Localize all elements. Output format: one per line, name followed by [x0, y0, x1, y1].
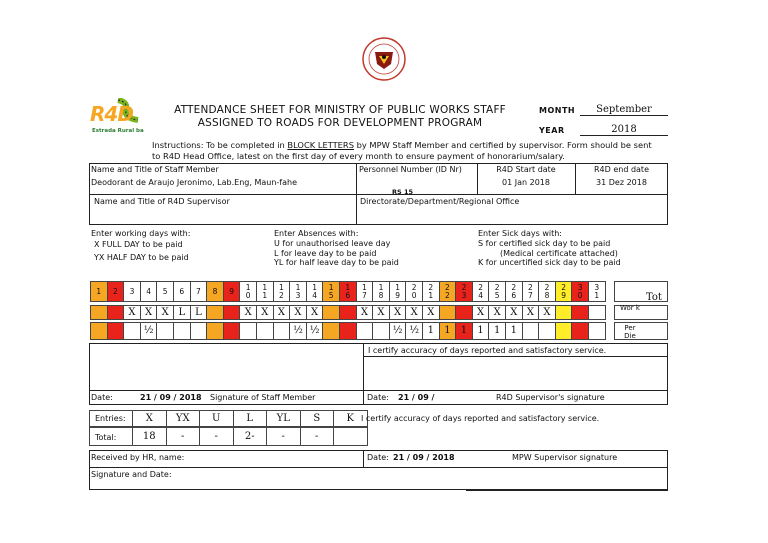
month-label: MONTH — [539, 106, 576, 115]
day-number-cell: 2 4 — [472, 281, 490, 302]
end-date-label: R4D end date — [593, 165, 649, 174]
attendance-perdiem-cell — [190, 322, 208, 340]
attendance-work-cell: X — [289, 305, 307, 320]
supervisor-label: Name and Title of R4D Supervisor — [94, 197, 230, 206]
attendance-perdiem-cell — [372, 322, 390, 340]
attendance-perdiem-cell: 1 — [455, 322, 473, 340]
staff-date-label: Date: — [91, 393, 113, 402]
attendance-perdiem-cell: ½ — [389, 322, 407, 340]
attendance-perdiem-cell: 1 — [439, 322, 457, 340]
start-date-label: R4D Start date — [496, 165, 556, 174]
supervisor-date-label: Date: — [367, 393, 389, 402]
government-seal-icon — [355, 36, 413, 82]
received-by-hr-label: Received by HR, name: — [91, 453, 185, 462]
attendance-perdiem-cell — [555, 322, 573, 340]
day-number-cell: 2 6 — [505, 281, 523, 302]
entry-total-cell: - — [300, 427, 335, 446]
entry-code-cell: U — [199, 410, 234, 427]
attendance-work-cell — [322, 305, 340, 320]
attendance-work-cell: X — [140, 305, 158, 320]
sick-title: Enter Sick days with: — [478, 229, 562, 238]
entry-code-cell: K — [333, 410, 368, 427]
totals-label: Total: — [95, 433, 117, 442]
day-number-cell: 2 2 — [439, 281, 457, 302]
day-number-cell: 1 7 — [356, 281, 374, 302]
month-value: September — [580, 104, 668, 116]
day-number-cell: 8 — [206, 281, 224, 302]
attendance-work-cell: X — [239, 305, 257, 320]
attendance-perdiem-cell — [90, 322, 108, 340]
hr-date-value: 21 / 09 / 2018 — [393, 453, 455, 462]
entry-total-cell: - — [266, 427, 301, 446]
working-yx: YX HALF DAY to be paid — [94, 253, 189, 262]
day-number-cell: 1 4 — [306, 281, 324, 302]
signature-and-date-label: Signature and Date: — [91, 470, 172, 479]
entry-code-cell: X — [132, 410, 167, 427]
absence-l: L for leave day to be paid — [274, 249, 377, 258]
absence-title: Enter Absences with: — [274, 229, 359, 238]
attendance-perdiem-cell: 1 — [472, 322, 490, 340]
attendance-perdiem-cell — [107, 322, 125, 340]
attendance-work-cell — [439, 305, 457, 320]
attendance-work-cell: X — [538, 305, 556, 320]
day-number-cell: 1 1 — [256, 281, 274, 302]
end-date-value: 31 Dez 2018 — [596, 178, 647, 187]
day-number-cell: 1 8 — [372, 281, 390, 302]
day-number-cell: 3 — [123, 281, 141, 302]
entry-total-cell: 18 — [132, 427, 167, 446]
day-number-cell: 4 — [140, 281, 158, 302]
attendance-perdiem-cell — [522, 322, 540, 340]
entry-total-cell — [333, 427, 368, 446]
attendance-perdiem-cell: ½ — [306, 322, 324, 340]
day-number-cell: 1 3 — [289, 281, 307, 302]
instructions-line-2: to R4D Head Office, latest on the first day of every month to ensure payment of honorarium/salary. — [152, 151, 565, 161]
staff-date-value: 21 / 09 / 2018 — [140, 393, 202, 402]
attendance-work-cell: X — [389, 305, 407, 320]
day-number-cell: 5 — [156, 281, 174, 302]
day-number-cell: 1 0 — [239, 281, 257, 302]
logo-subtext: Estrada Rural ba — [92, 128, 144, 134]
attendance-perdiem-cell — [206, 322, 224, 340]
title-line-2: ASSIGNED TO ROADS FOR DEVELOPMENT PROGRAM — [197, 117, 483, 129]
supervisor-date-value: 21 / 09 / — [398, 393, 435, 402]
mpw-supervisor-signature-label: MPW Supervisor signature — [512, 453, 618, 462]
instructions-pre: Instructions: To be completed in — [152, 140, 288, 150]
year-label: YEAR — [539, 126, 565, 135]
day-number-cell: 2 9 — [555, 281, 573, 302]
attendance-perdiem-cell: 1 — [422, 322, 440, 340]
day-number-cell: 2 3 — [455, 281, 473, 302]
attendance-work-cell — [555, 305, 573, 320]
r4d-supervisor-signature-label: R4D Supervisor's signature — [496, 393, 605, 402]
attendance-work-cell: X — [522, 305, 540, 320]
start-date-value: 01 Jan 2018 — [502, 178, 550, 187]
day-number-cell: 2 8 — [538, 281, 556, 302]
attendance-work-cell: X — [405, 305, 423, 320]
attendance-perdiem-cell — [538, 322, 556, 340]
day-number-cell: 2 0 — [405, 281, 423, 302]
entry-total-cell: - — [166, 427, 201, 446]
day-number-cell: 3 0 — [571, 281, 589, 302]
work-label: Wor k — [620, 304, 640, 312]
attendance-perdiem-cell — [273, 322, 291, 340]
attendance-work-cell: X — [306, 305, 324, 320]
attendance-perdiem-cell — [256, 322, 274, 340]
attendance-work-cell: X — [123, 305, 141, 320]
day-number-cell: 1 5 — [322, 281, 340, 302]
attendance-work-cell — [90, 305, 108, 320]
r4d-logo — [88, 98, 150, 140]
attendance-work-cell — [339, 305, 357, 320]
entry-code-cell: YL — [266, 410, 301, 427]
instructions-post: by MPW Staff Member and certified by supervisor. Form should be sent — [353, 140, 652, 150]
attendance-perdiem-cell — [123, 322, 141, 340]
instructions-block-letters: BLOCK LETTERS — [287, 140, 354, 150]
attendance-perdiem-cell — [588, 322, 606, 340]
day-number-cell: 6 — [173, 281, 191, 302]
attendance-perdiem-cell — [356, 322, 374, 340]
attendance-perdiem-cell — [223, 322, 241, 340]
attendance-perdiem-cell — [322, 322, 340, 340]
entries-label: Entries: — [95, 414, 126, 423]
title-line-1: ATTENDANCE SHEET FOR MINISTRY OF PUBLIC WORKS STAFF — [174, 104, 506, 116]
staff-name-label: Name and Title of Staff Member — [91, 165, 219, 174]
attendance-work-cell: X — [505, 305, 523, 320]
attendance-work-cell: X — [156, 305, 174, 320]
day-number-cell: 2 7 — [522, 281, 540, 302]
attendance-perdiem-cell — [173, 322, 191, 340]
attendance-work-cell: X — [422, 305, 440, 320]
working-x: X FULL DAY to be paid — [94, 240, 183, 249]
sick-s: S for certified sick day to be paid — [478, 239, 611, 248]
attendance-perdiem-cell: 1 — [505, 322, 523, 340]
absence-u: U for unauthorised leave day — [274, 239, 391, 248]
sick-k: K for uncertified sick day to be paid — [478, 258, 621, 267]
hr-date-label: Date: — [367, 453, 389, 462]
day-number-cell: 1 2 — [273, 281, 291, 302]
attendance-perdiem-cell — [156, 322, 174, 340]
attendance-work-cell — [206, 305, 224, 320]
staff-signature-label: Signature of Staff Member — [210, 393, 316, 402]
perdiem-label: Per Die — [624, 324, 636, 340]
certify-text-1: I certify accuracy of days reported and satisfactory service. — [368, 346, 607, 355]
day-number-cell: 1 — [90, 281, 108, 302]
total-label: Tot — [646, 292, 662, 303]
attendance-work-cell: X — [273, 305, 291, 320]
entry-total-cell: - — [199, 427, 234, 446]
attendance-work-cell: L — [190, 305, 208, 320]
attendance-work-cell: X — [472, 305, 490, 320]
attendance-work-cell — [571, 305, 589, 320]
entry-code-cell: L — [233, 410, 268, 427]
attendance-work-cell: X — [488, 305, 506, 320]
attendance-perdiem-cell — [571, 322, 589, 340]
day-number-cell: 2 5 — [488, 281, 506, 302]
attendance-perdiem-cell: ½ — [140, 322, 158, 340]
instructions — [152, 140, 672, 162]
day-number-cell: 2 — [107, 281, 125, 302]
attendance-work-cell — [588, 305, 606, 320]
attendance-work-cell: X — [372, 305, 390, 320]
entry-code-cell: S — [300, 410, 335, 427]
day-number-cell: 2 1 — [422, 281, 440, 302]
day-number-cell: 1 9 — [389, 281, 407, 302]
entry-code-cell: YX — [166, 410, 201, 427]
sick-s-note: (Medical certificate attached) — [500, 249, 618, 258]
directorate-label: Directorate/Department/Regional Office — [360, 197, 520, 206]
attendance-work-cell: X — [356, 305, 374, 320]
personnel-number-label: Personnel Number (ID Nr) — [359, 165, 462, 174]
day-number-cell: 1 6 — [339, 281, 357, 302]
attendance-work-cell — [455, 305, 473, 320]
attendance-work-cell: L — [173, 305, 191, 320]
attendance-work-cell — [223, 305, 241, 320]
attendance-work-cell — [107, 305, 125, 320]
attendance-perdiem-cell: ½ — [289, 322, 307, 340]
attendance-perdiem-cell — [239, 322, 257, 340]
absence-yl: YL for half leave day to be paid — [274, 258, 399, 267]
attendance-perdiem-cell: ½ — [405, 322, 423, 340]
attendance-perdiem-cell: 1 — [488, 322, 506, 340]
certify-text-2: I certify accuracy of days reported and satisfactory service. — [361, 414, 600, 423]
personnel-number-value: RS 15 — [392, 188, 413, 194]
staff-name-value: Deodorant de Araujo Jeronimo, Lab.Eng, Maun-fahe — [91, 178, 297, 187]
day-number-cell: 9 — [223, 281, 241, 302]
logo-text: R4D — [90, 102, 133, 126]
entry-total-cell: 2- — [233, 427, 268, 446]
attendance-work-cell: X — [256, 305, 274, 320]
attendance-perdiem-cell — [339, 322, 357, 340]
working-title: Enter working days with: — [91, 229, 191, 238]
day-number-cell: 7 — [190, 281, 208, 302]
day-number-cell: 3 1 — [588, 281, 606, 302]
year-value: 2018 — [580, 124, 668, 136]
